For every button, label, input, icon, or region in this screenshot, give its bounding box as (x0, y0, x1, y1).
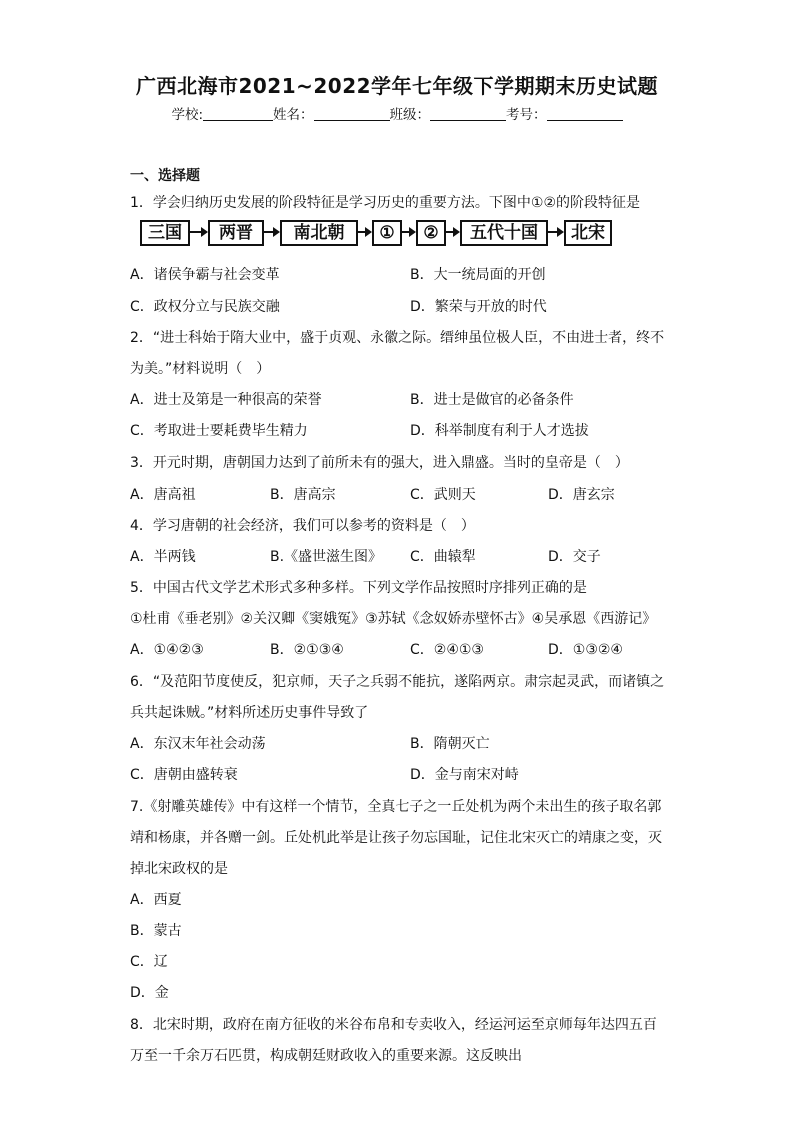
q5-option-c[interactable]: C．②④①③ (410, 642, 484, 658)
q6-stem-line2: 兵共起诛贼。”材料所述历史事件导致了 (130, 705, 369, 721)
q7-stem-line3: 掉北宋政权的是 (130, 861, 228, 877)
timeline-box-3: 南北朝 (280, 220, 358, 246)
q3-option-a[interactable]: A．唐高祖 (130, 487, 196, 503)
q2-option-a[interactable]: A．进士及第是一种很高的荣誉 (130, 392, 322, 408)
timeline-arrow-icon (446, 231, 458, 233)
q6-option-a[interactable]: A．东汉末年社会动荡 (130, 736, 266, 752)
school-blank[interactable] (203, 106, 273, 121)
number-blank[interactable] (547, 106, 623, 121)
q3-option-b[interactable]: B．唐高宗 (270, 487, 336, 503)
q4-option-a[interactable]: A．半两钱 (130, 549, 196, 565)
timeline-box-2: 两晋 (208, 220, 264, 246)
q6-stem-line1: 6．“及范阳节度使反，犯京师，天子之兵弱不能抗，遂陷两京。肃宗起灵武，而诸镇之 (130, 674, 665, 690)
q7-stem-line2: 靖和杨康，并各赠一剑。丘处机此举是让孩子勿忘国耻，记住北宋灭亡的靖康之变，灭 (130, 830, 662, 846)
number-label: 考号： (506, 107, 547, 123)
q3-option-c[interactable]: C．武则天 (410, 487, 476, 503)
school-label: 学校: (171, 107, 204, 123)
q5-option-d[interactable]: D．①③②④ (548, 642, 623, 658)
q1-option-b[interactable]: B．大一统局面的开创 (410, 267, 546, 283)
q2-option-d[interactable]: D．科举制度有利于人才选拔 (410, 423, 589, 439)
timeline-box-7: 北宋 (564, 220, 612, 246)
q7-stem-line1: 7.《射雕英雄传》中有这样一个情节，全真七子之一丘处机为两个未出生的孩子取名郭 (130, 799, 662, 815)
student-info-line (0, 103, 794, 123)
q7-option-a[interactable]: A．西夏 (130, 892, 182, 908)
class-blank[interactable] (430, 106, 506, 121)
q6-option-b[interactable]: B．隋朝灭亡 (410, 736, 490, 752)
timeline-arrow-icon (190, 231, 206, 233)
timeline-arrow-icon (402, 231, 414, 233)
q6-option-d[interactable]: D．金与南宋对峙 (410, 767, 519, 783)
exam-title: 广西北海市2021~2022学年七年级下学期期末历史试题 (135, 74, 659, 98)
q2-option-b[interactable]: B．进士是做官的必备条件 (410, 392, 574, 408)
q4-option-c[interactable]: C．曲辕犁 (410, 549, 476, 565)
timeline-arrow-icon (358, 231, 370, 233)
q6-option-c[interactable]: C．唐朝由盛转衰 (130, 767, 238, 783)
timeline-box-5: ② (416, 220, 446, 246)
timeline-box-4: ① (372, 220, 402, 246)
timeline-arrow-icon (264, 231, 278, 233)
q4-option-b[interactable]: B.《盛世滋生图》 (270, 549, 383, 565)
q3-option-d[interactable]: D．唐玄宗 (548, 487, 615, 503)
q3-stem: 3．开元时期，唐朝国力达到了前所未有的强大，进入鼎盛。当时的皇帝是（ ） (130, 455, 629, 471)
q7-option-b[interactable]: B．蒙古 (130, 923, 182, 939)
q8-stem-line2: 万至一千余万石匹贯，构成朝廷财政收入的重要来源。这反映出 (130, 1048, 522, 1064)
q7-option-d[interactable]: D．金 (130, 985, 169, 1001)
q1-option-a[interactable]: A．诸侯争霸与社会变革 (130, 267, 280, 283)
q5-option-a[interactable]: A．①④②③ (130, 642, 204, 658)
q2-option-c[interactable]: C．考取进士要耗费毕生精力 (130, 423, 308, 439)
timeline-box-6: 五代十国 (460, 220, 548, 246)
q7-option-c[interactable]: C．辽 (130, 954, 168, 970)
q1-option-c[interactable]: C．政权分立与民族交融 (130, 299, 280, 315)
q2-stem-line2: 为美。”材料说明（ ） (130, 361, 271, 377)
q2-stem-line1: 2．“进士科始于隋大业中，盛于贞观、永徽之际。缙绅虽位极人臣，不由进士者，终不 (130, 330, 665, 346)
name-blank[interactable] (314, 106, 390, 121)
q5-items: ①杜甫《垂老别》②关汉卿《窦娥冤》③苏轼《念奴娇赤壁怀古》④吴承恩《西游记》 (130, 611, 657, 627)
section-heading: 一、选择题 (130, 168, 200, 184)
q4-option-d[interactable]: D．交子 (548, 549, 601, 565)
q1-stem: 1．学会归纳历史发展的阶段特征是学习历史的重要方法。下图中①②的阶段特征是 (130, 195, 641, 211)
q1-option-d[interactable]: D．繁荣与开放的时代 (410, 299, 547, 315)
q4-stem: 4．学习唐朝的社会经济，我们可以参考的资料是（ ） (130, 518, 475, 534)
class-label: 班级： (389, 107, 431, 123)
timeline-arrow-icon (548, 231, 562, 233)
q5-stem: 5．中国古代文学艺术形式多种多样。下列文学作品按照时序排列正确的是 (130, 580, 587, 596)
q8-stem-line1: 8．北宋时期，政府在南方征收的米谷布帛和专卖收入，经运河运至京师每年达四五百 (130, 1017, 657, 1033)
q5-option-b[interactable]: B．②①③④ (270, 642, 344, 658)
name-label: 姓名： (273, 107, 314, 123)
timeline-box-1: 三国 (140, 220, 190, 246)
